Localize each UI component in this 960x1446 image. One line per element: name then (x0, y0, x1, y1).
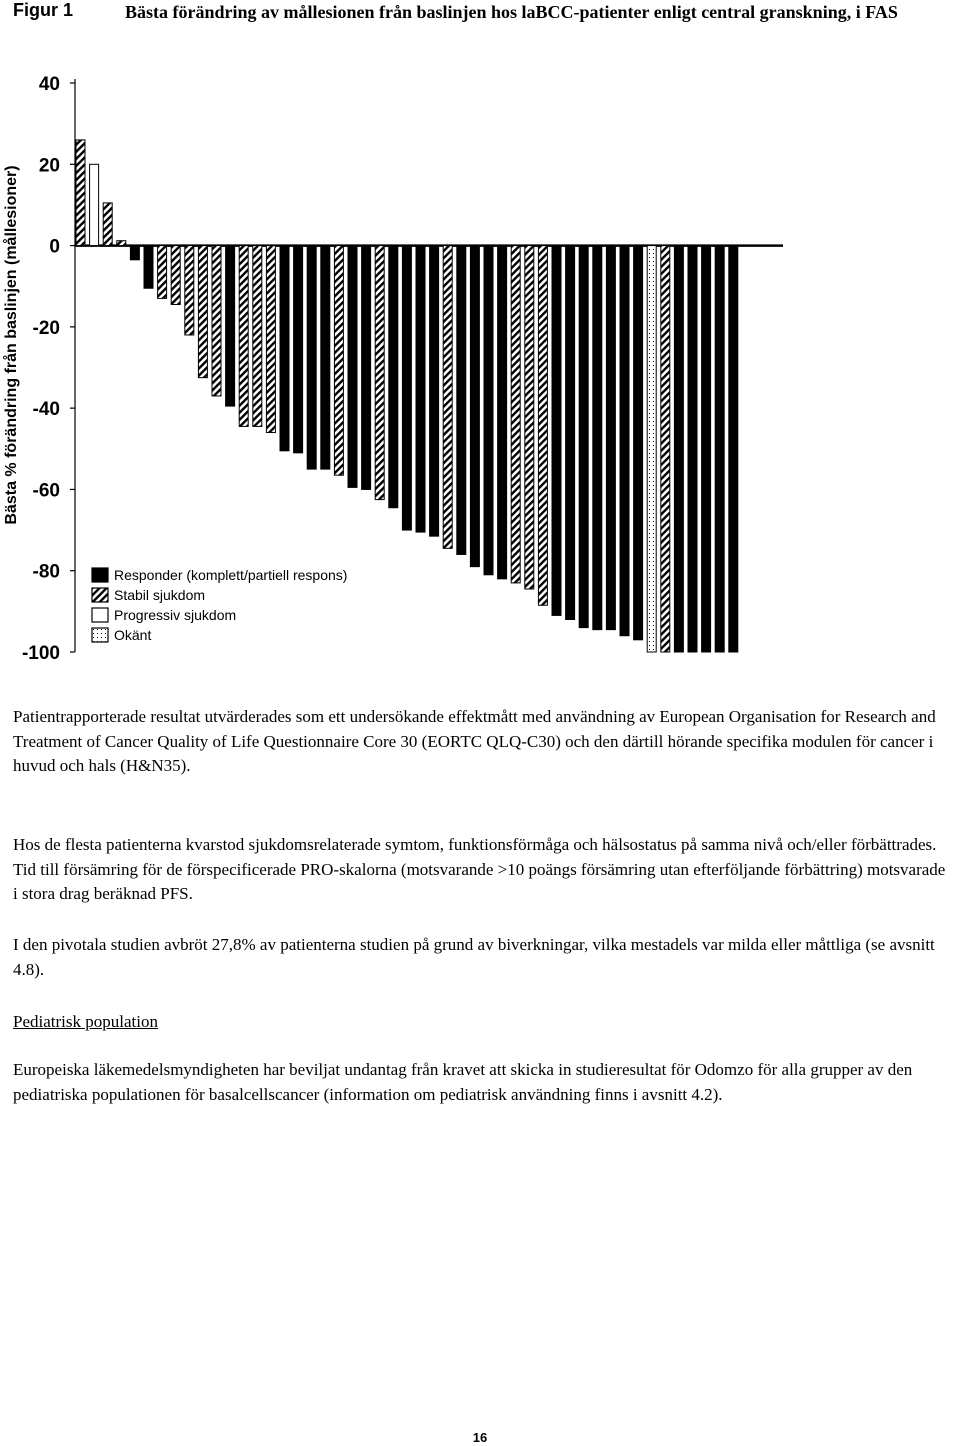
bar-responder (593, 246, 602, 630)
bar-stable (538, 246, 547, 606)
bar-stable (661, 246, 670, 652)
bar-responder (280, 246, 289, 451)
legend-label-progressive: Progressiv sjukdom (114, 607, 237, 623)
bar-responder (470, 246, 479, 567)
bar-responder (130, 246, 139, 260)
legend-label-responder: Responder (komplett/partiell respons) (114, 567, 348, 583)
bar-unknown (647, 246, 656, 652)
bar-responder (402, 246, 411, 531)
bar-stable (212, 246, 221, 396)
bar-responder (552, 246, 561, 616)
y-tick-label: 20 (38, 155, 60, 177)
bar-responder (620, 246, 629, 636)
y-axis-label: Bästa % förändring från baslinjen (mållesioner) (3, 165, 20, 525)
bar-responder (389, 246, 398, 508)
bar-stable (103, 203, 112, 246)
bar-stable (253, 246, 262, 427)
bar-stable (266, 246, 275, 433)
bar-responder (430, 246, 439, 537)
bar-responder (579, 246, 588, 628)
bar-stable (443, 246, 452, 549)
section-heading-pediatric: Pediatrisk population (13, 1012, 158, 1031)
legend-label-stable: Stabil sjukdom (114, 587, 206, 603)
figure-label: Figur 1 (13, 0, 74, 20)
paragraph-symptoms: Hos de flesta patienterna kvarstod sjukdomsrelaterade symtom, funktionsförmåga och hälsostatus på samma nivå och/eller förbättrades. Tid till försämring för de förspecificerade PRO-skalorna (motsvarande >10 poängs försämring utan efterföljande förbättring) motsvarade i stora drag beräknad PFS. (13, 835, 946, 903)
bar-responder (688, 246, 697, 652)
y-tick-label: -60 (32, 480, 60, 502)
y-tick-label: -20 (32, 317, 60, 339)
page-number: 16 (472, 1430, 488, 1445)
bar-stable (334, 246, 343, 476)
bar-responder (457, 246, 466, 555)
bar-responder (144, 246, 153, 289)
bar-responder (307, 246, 316, 470)
waterfall-chart (0, 60, 960, 670)
y-tick-label: -80 (32, 561, 60, 583)
bar-responder (321, 246, 330, 470)
paragraph-discontinuation: I den pivotala studien avbröt 27,8% av patienterna studien på grund av biverkningar, vilka mestadels var milda eller måttliga (se avsnitt 4.8). (13, 935, 935, 979)
bar-responder (729, 246, 738, 652)
legend-swatch-unknown (92, 628, 108, 642)
y-tick-label: 40 (38, 74, 60, 95)
bar-responder (606, 246, 615, 630)
bar-stable (511, 246, 520, 583)
bar-stable (171, 246, 180, 305)
bar-responder (634, 246, 643, 640)
bar-stable (117, 241, 126, 246)
bar-responder (702, 246, 711, 652)
legend-label-unknown: Okänt (114, 627, 152, 643)
bar-responder (715, 246, 724, 652)
bar-stable (239, 246, 248, 427)
bar-responder (416, 246, 425, 533)
legend-swatch-responder (92, 568, 108, 582)
bar-stable (525, 246, 534, 589)
bar-stable (76, 140, 85, 246)
bar-stable (185, 246, 194, 335)
figure-title: Bästa förändring av mållesionen från baslinjen hos laBCC-patienter enligt central granskning, i FAS (125, 2, 898, 22)
bar-stable (198, 246, 207, 378)
bar-stable (375, 246, 384, 500)
y-tick-label: -100 (21, 643, 60, 664)
legend-swatch-progressive (92, 608, 108, 622)
paragraph-pediatric: Europeiska läkemedelsmyndigheten har beviljat undantag från kravet att skicka in studieresultat för Odomzo för alla grupper av den pediatriska populationen för basalcellscancer (information om pediatrisk användning finns i avsnitt 4.2). (13, 1060, 913, 1104)
bar-responder (226, 246, 235, 407)
bar-responder (498, 246, 507, 579)
y-tick-label: -40 (32, 399, 60, 421)
bar-responder (362, 246, 371, 490)
y-tick-label: 0 (49, 236, 60, 258)
bar-responder (294, 246, 303, 453)
bar-progressive (90, 164, 99, 245)
paragraph-pro-results: Patientrapporterade resultat utvärderades som ett undersökande effektmått med användning av European Organisation for Research and Treatment of Cancer Quality of Life Questionnaire Core 30 (EORTC QLQ-C30) och den därtill hörande specifika modulen för cancer i huvud och hals (H&N35). (13, 707, 936, 775)
bar-responder (348, 246, 357, 488)
bar-responder (674, 246, 683, 652)
legend-swatch-stable (92, 588, 108, 602)
bar-responder (484, 246, 493, 575)
bar-responder (566, 246, 575, 620)
bar-stable (158, 246, 167, 299)
